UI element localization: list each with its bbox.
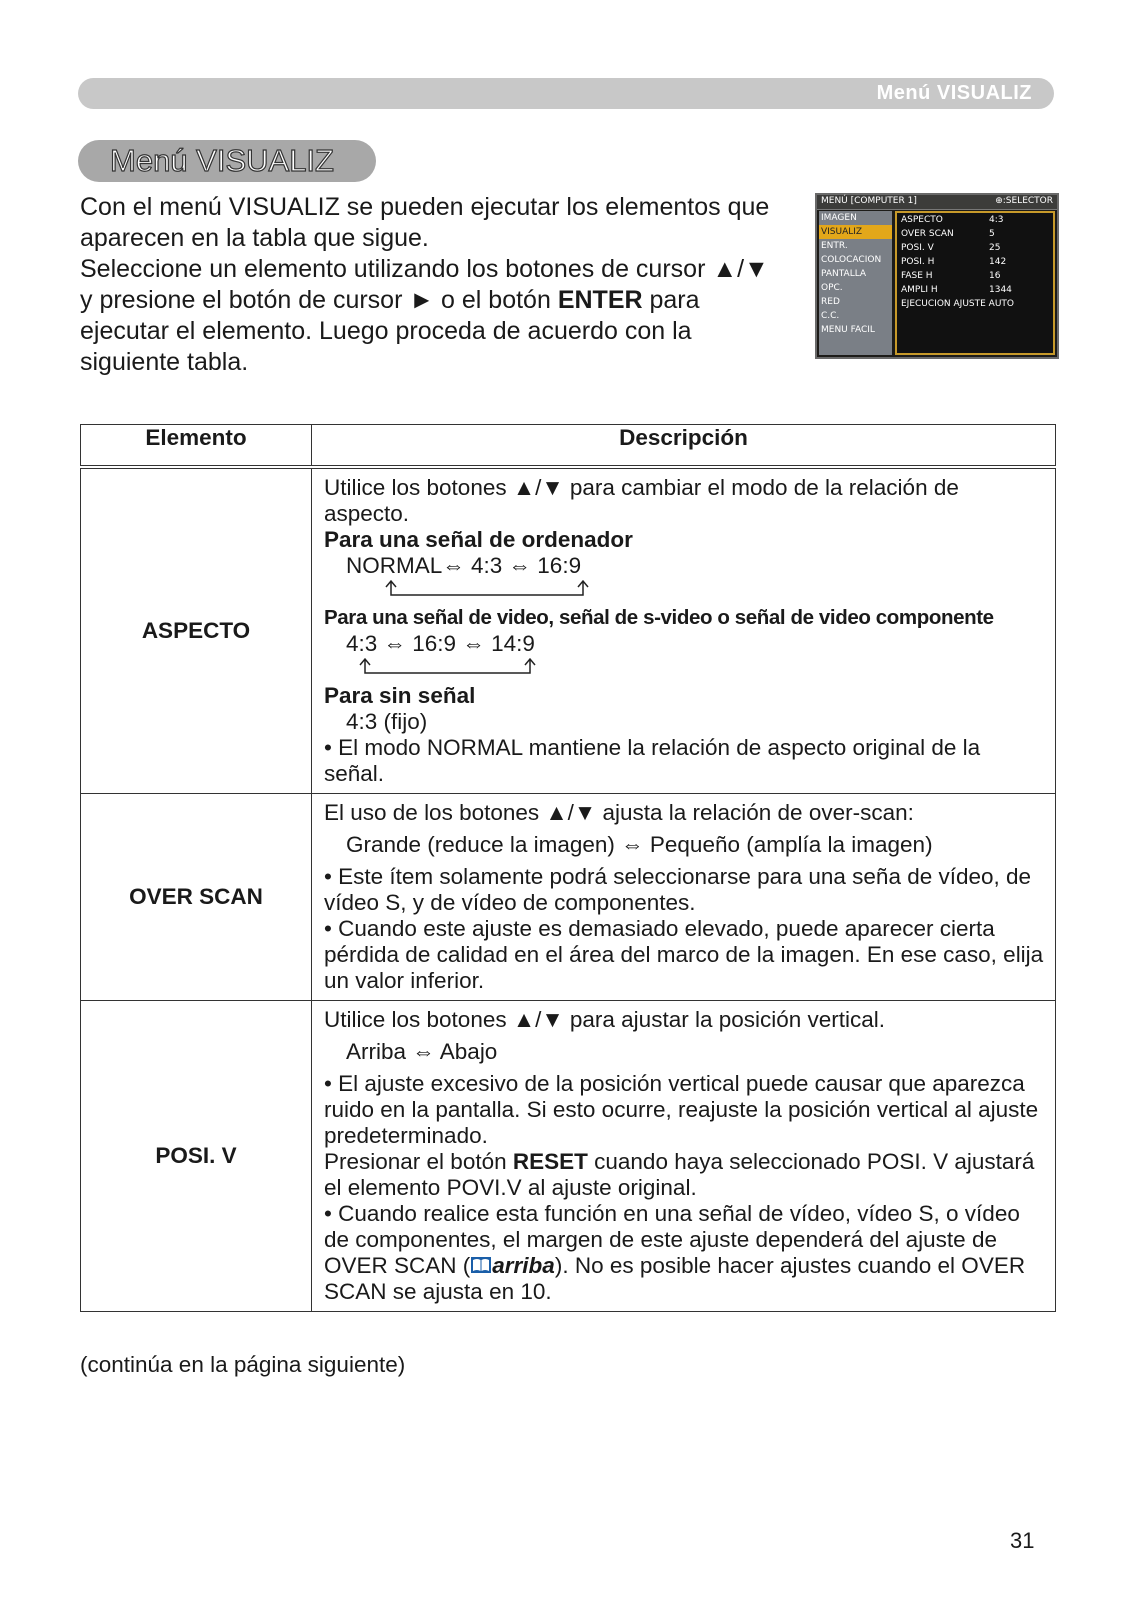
col-header-description: Descripción [312, 425, 1056, 468]
return-arrow-computer [324, 579, 1045, 599]
menu-screenshot-right-list [895, 211, 1055, 355]
loop-arrow-icon [382, 579, 602, 599]
aspecto-heading-computer: Para una señal de ordenador [324, 527, 633, 552]
menu-screenshot-item-label: ASPECTO [901, 215, 943, 225]
continued-note: (continúa en la página siguiente) [80, 1352, 406, 1377]
intro-line-2-pre: Seleccione un elemento utilizando los botones de cursor ▲/▼ y presione el botón de cursor ► o el botón [80, 255, 769, 314]
description-posiv [312, 1001, 1056, 1312]
table-row [81, 794, 1056, 1001]
return-arrow-video [324, 657, 1045, 677]
menu-screenshot-item-value: 4:3 [989, 215, 1004, 225]
menu-screenshot-item-label: POSI. V [901, 243, 934, 253]
section-title: Menú VISUALIZ [110, 143, 334, 178]
menu-screenshot-right-item [897, 213, 1053, 227]
table-row [81, 1001, 1056, 1312]
aspecto-line-1: Utilice los botones ▲/▼ para cambiar el modo de la relación de aspecto. [324, 475, 959, 526]
menu-screenshot-left-item: VISUALIZ [819, 225, 892, 239]
posiv-note-1: • El ajuste excesivo de la posición vertical puede causar que aparezca ruido en la pantalla. Si esto ocurre, reajuste la posición vertical al ajuste predeterminado. [324, 1071, 1039, 1148]
menu-screenshot-left-item: COLOCACION [821, 255, 882, 265]
posiv-reset-post: cuando haya seleccionado POSI. V ajustará el elemento POVI.V al ajuste original. [324, 1149, 1035, 1200]
menu-screenshot-right-item [897, 283, 1053, 297]
menu-screenshot-right-item [897, 241, 1053, 255]
menu-screenshot [815, 193, 1059, 359]
menu-screenshot-item-value: 16 [989, 271, 1001, 281]
header-title: Menú VISUALIZ [876, 82, 1032, 104]
element-name-posiv: POSI. V [81, 1001, 312, 1312]
intro-text [80, 192, 780, 378]
aspecto-heading-video: Para una señal de video, señal de s-video o señal de video componente [324, 606, 994, 629]
menu-screenshot-left-item: MENU FACIL [821, 325, 875, 335]
posiv-note-2-pre: • Cuando realice esta función en una señal de vídeo, vídeo S, o vídeo de componentes, el margen de este ajuste dependerá del ajuste de OVER SCAN ( [324, 1201, 1020, 1278]
description-overscan [312, 794, 1056, 1001]
col-header-element: Elemento [81, 425, 312, 468]
intro-line-1: Con el menú VISUALIZ se pueden ejecutar los elementos que aparecen en la tabla que sigue. [80, 193, 770, 252]
header-bar [78, 78, 1054, 109]
menu-screenshot-left-item: ENTR. [821, 241, 848, 251]
menu-screenshot-right-item [897, 297, 1053, 311]
intro-line-2 [80, 254, 780, 378]
menu-screenshot-item-value: 1344 [989, 285, 1012, 295]
posiv-reset-text [324, 1149, 1045, 1201]
posiv-note-2-post: ). No es posible hacer ajustes cuando el OVER SCAN se ajusta en 10. [324, 1253, 1026, 1304]
aspecto-sequence-video: 4:3 ⇔ 16:9 ⇔ 14:9 [346, 631, 535, 656]
menu-screenshot-selector: ⊕:SELECTOR [995, 196, 1053, 206]
menu-screenshot-left-list [819, 211, 892, 355]
menu-screenshot-left-item: IMAGEN [821, 213, 857, 223]
menu-screenshot-item-label: FASE H [901, 271, 933, 281]
overscan-note-1: • Este ítem solamente podrá seleccionarse para una seña de vídeo, de vídeo S, y de vídeo de componentes. [324, 864, 1032, 915]
menu-screenshot-item-value: 142 [989, 257, 1007, 267]
page-number: 31 [1010, 1528, 1035, 1553]
menu-screenshot-item-label: POSI. H [901, 257, 935, 267]
menu-screenshot-right-item [897, 227, 1053, 241]
overscan-sequence: Grande (reduce la imagen) ⇔ Pequeño (amplía la imagen) [346, 832, 933, 857]
enter-keyword: ENTER [557, 286, 643, 314]
aspecto-heading-nosignal: Para sin señal [324, 683, 476, 708]
posiv-sequence: Arriba ⇔ Abajo [346, 1039, 498, 1064]
menu-screenshot-left-item: RED [821, 297, 840, 307]
menu-screenshot-item-value: 5 [989, 229, 995, 239]
aspecto-sequence-nosignal: 4:3 (fijo) [346, 709, 428, 734]
menu-screenshot-left-item: PANTALLA [821, 269, 867, 279]
menu-screenshot-item-label: AMPLI H [901, 285, 938, 295]
element-name-aspecto: ASPECTO [81, 467, 312, 794]
loop-arrow-icon [356, 657, 556, 677]
menu-screenshot-titlebar [817, 195, 1057, 210]
overscan-line-1: El uso de los botones ▲/▼ ajusta la relación de over-scan: [324, 800, 914, 825]
table-row [81, 467, 1056, 794]
reset-keyword: RESET [512, 1149, 588, 1174]
description-table [80, 424, 1056, 1312]
menu-screenshot-left-item: OPC. [821, 283, 843, 293]
menu-screenshot-left-item: C.C. [821, 311, 840, 321]
description-aspecto [312, 467, 1056, 794]
aspecto-note: • El modo NORMAL mantiene la relación de aspecto original de la señal. [324, 735, 981, 786]
overscan-note-2: • Cuando este ajuste es demasiado elevado, puede aparecer cierta pérdida de calidad en el área del marco de la imagen. En ese caso, elija un valor inferior. [324, 916, 1044, 993]
table-header-row [81, 425, 1056, 468]
aspecto-sequence-computer: NORMAL⇔ 4:3 ⇔ 16:9 [346, 553, 582, 578]
section-title-pill [78, 140, 376, 182]
element-name-overscan: OVER SCAN [81, 794, 312, 1001]
posiv-reset-pre: Presionar el botón [324, 1149, 513, 1174]
book-icon [470, 1256, 492, 1274]
menu-screenshot-item-label: EJECUCION AJUSTE AUTO [901, 299, 1014, 309]
posiv-line-1: Utilice los botones ▲/▼ para ajustar la posición vertical. [324, 1007, 886, 1032]
menu-screenshot-title: MENÚ [COMPUTER 1] [821, 196, 917, 206]
menu-screenshot-right-item [897, 269, 1053, 283]
cross-reference-link[interactable]: arriba [492, 1253, 555, 1278]
menu-screenshot-right-item [897, 255, 1053, 269]
intro-line-2-post: para ejecutar el elemento. Luego proceda de acuerdo con la siguiente tabla. [80, 286, 700, 376]
menu-screenshot-item-value: 25 [989, 243, 1001, 253]
posiv-note-2 [324, 1201, 1045, 1305]
menu-screenshot-item-label: OVER SCAN [901, 229, 954, 239]
